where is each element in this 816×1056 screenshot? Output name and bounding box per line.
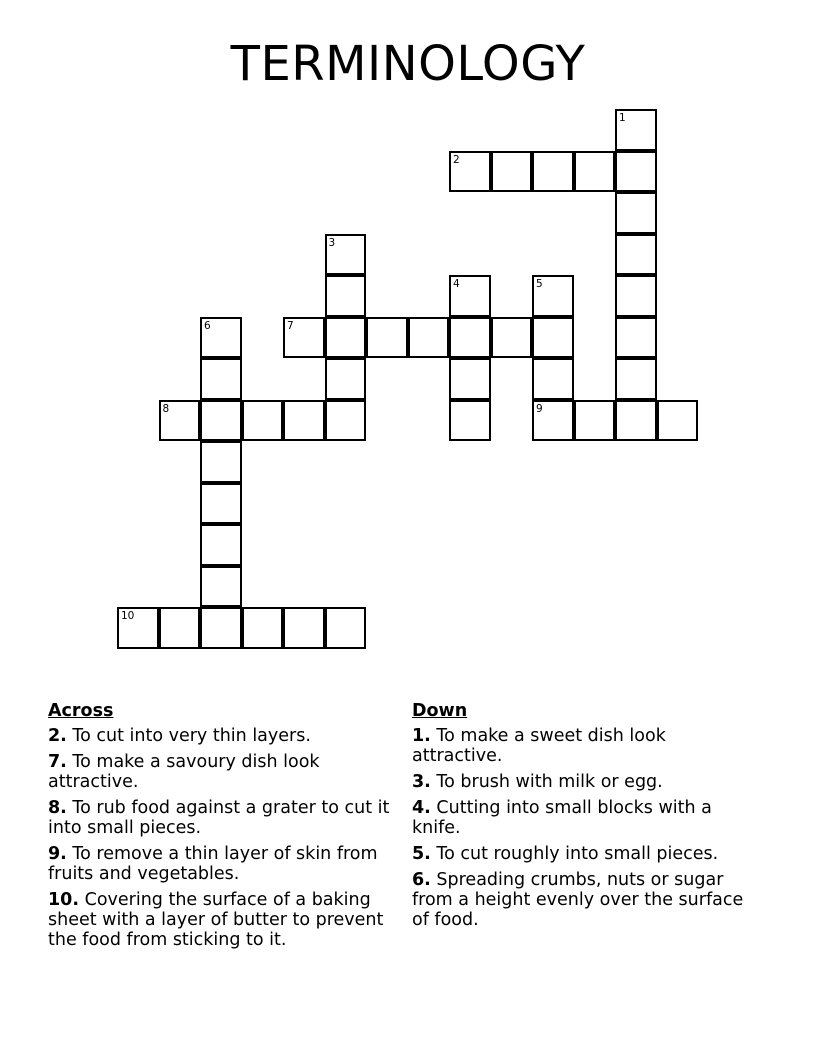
- grid-cell[interactable]: [200, 358, 242, 400]
- grid-cell[interactable]: [366, 317, 408, 359]
- grid-cell[interactable]: [615, 109, 657, 151]
- grid-cell[interactable]: [408, 317, 450, 359]
- clue-number-label: 8: [162, 402, 170, 415]
- grid-cell[interactable]: [574, 400, 616, 442]
- grid-cell[interactable]: [532, 317, 574, 359]
- grid-cell[interactable]: [615, 358, 657, 400]
- clue-number-label: 10: [121, 610, 135, 622]
- clue-down: [412, 870, 757, 930]
- grid-cell[interactable]: [200, 566, 242, 608]
- grid-cell[interactable]: [449, 151, 491, 193]
- grid-cell[interactable]: [657, 400, 699, 442]
- clue-number-label: 5: [536, 278, 543, 290]
- grid-cell[interactable]: [325, 607, 367, 649]
- clue-text: Spreading crumbs, nuts or sugar from a height evenly over the surface of food.: [412, 870, 744, 930]
- grid-cell[interactable]: [283, 317, 325, 359]
- clue-number-label: 6: [204, 319, 211, 332]
- grid-cell[interactable]: [283, 400, 325, 442]
- grid-cell[interactable]: [615, 400, 657, 442]
- clue-number-label: 1: [619, 112, 626, 124]
- grid-cell[interactable]: [325, 234, 367, 276]
- grid-cell[interactable]: [117, 607, 159, 649]
- clue-number: 8.: [48, 798, 67, 818]
- grid-cell[interactable]: [325, 317, 367, 359]
- grid-cell[interactable]: [532, 275, 574, 317]
- clue-text: Cutting into small blocks with a knife.: [412, 798, 712, 838]
- clue-down: [412, 726, 757, 766]
- grid-cell[interactable]: [449, 358, 491, 400]
- grid-cell[interactable]: [200, 524, 242, 566]
- grid-cell[interactable]: [491, 317, 533, 359]
- grid-cell[interactable]: [615, 234, 657, 276]
- grid-cell[interactable]: [574, 151, 616, 193]
- down-heading: Down: [412, 701, 468, 721]
- grid-cell[interactable]: [491, 151, 533, 193]
- grid-cell[interactable]: [325, 358, 367, 400]
- clue-across: [48, 726, 393, 746]
- clue-across: [48, 798, 393, 838]
- grid-cell[interactable]: [159, 607, 201, 649]
- grid-cell[interactable]: [200, 483, 242, 525]
- clue-down: [412, 844, 757, 864]
- grid-cell[interactable]: [615, 151, 657, 193]
- clue-down: [412, 798, 757, 838]
- grid-cell[interactable]: [532, 358, 574, 400]
- clue-number-label: 4: [453, 278, 460, 290]
- clue-number: 7.: [48, 752, 67, 772]
- clue-across: [48, 890, 393, 950]
- clue-text: To brush with milk or egg.: [436, 772, 663, 792]
- grid-cell[interactable]: [532, 400, 574, 442]
- grid-cell[interactable]: [449, 275, 491, 317]
- clue-number: 9.: [48, 844, 67, 864]
- grid-cell[interactable]: [159, 400, 201, 442]
- grid-cell[interactable]: [325, 400, 367, 442]
- grid-cell[interactable]: [615, 317, 657, 359]
- grid-cell[interactable]: [449, 317, 491, 359]
- grid-cell[interactable]: [532, 151, 574, 193]
- across-heading: Across: [48, 701, 114, 721]
- grid-cell[interactable]: [200, 317, 242, 359]
- clue-number: 2.: [48, 726, 67, 746]
- clue-text: To rub food against a grater to cut it into small pieces.: [48, 798, 390, 838]
- clue-number: 10.: [48, 890, 80, 910]
- grid-cell[interactable]: [200, 441, 242, 483]
- clue-number-label: 9: [536, 402, 543, 415]
- clue-across: [48, 752, 393, 792]
- clue-text: To cut into very thin layers.: [72, 726, 311, 746]
- across-clues: [48, 701, 393, 956]
- grid-cell[interactable]: [242, 607, 284, 649]
- grid-cell[interactable]: [325, 275, 367, 317]
- down-clues: [412, 701, 757, 936]
- grid-cell[interactable]: [283, 607, 325, 649]
- clue-number: 3.: [412, 772, 431, 792]
- clue-number: 1.: [412, 726, 431, 746]
- clue-down: [412, 772, 757, 792]
- clue-number-label: 3: [328, 236, 336, 249]
- clue-text: Covering the surface of a baking sheet with a layer of butter to prevent the food from sticking to it.: [48, 890, 384, 950]
- clue-number: 5.: [412, 844, 431, 864]
- grid-cell[interactable]: [242, 400, 284, 442]
- clue-across: [48, 844, 393, 884]
- clue-text: To remove a thin layer of skin from fruits and vegetables.: [48, 844, 378, 884]
- grid-cell[interactable]: [200, 607, 242, 649]
- grid-cell[interactable]: [449, 400, 491, 442]
- clue-text: To make a savoury dish look attractive.: [48, 752, 320, 792]
- clue-text: To make a sweet dish look attractive.: [412, 726, 666, 766]
- clue-text: To cut roughly into small pieces.: [436, 844, 719, 864]
- grid-cell[interactable]: [615, 192, 657, 234]
- clue-number: 4.: [412, 798, 431, 818]
- clue-number-label: 2: [453, 153, 460, 166]
- grid-cell[interactable]: [200, 400, 242, 442]
- page-title: TERMINOLOGY: [230, 36, 586, 92]
- grid-cell[interactable]: [615, 275, 657, 317]
- clue-number-label: 7: [287, 319, 294, 332]
- clue-number: 6.: [412, 870, 431, 890]
